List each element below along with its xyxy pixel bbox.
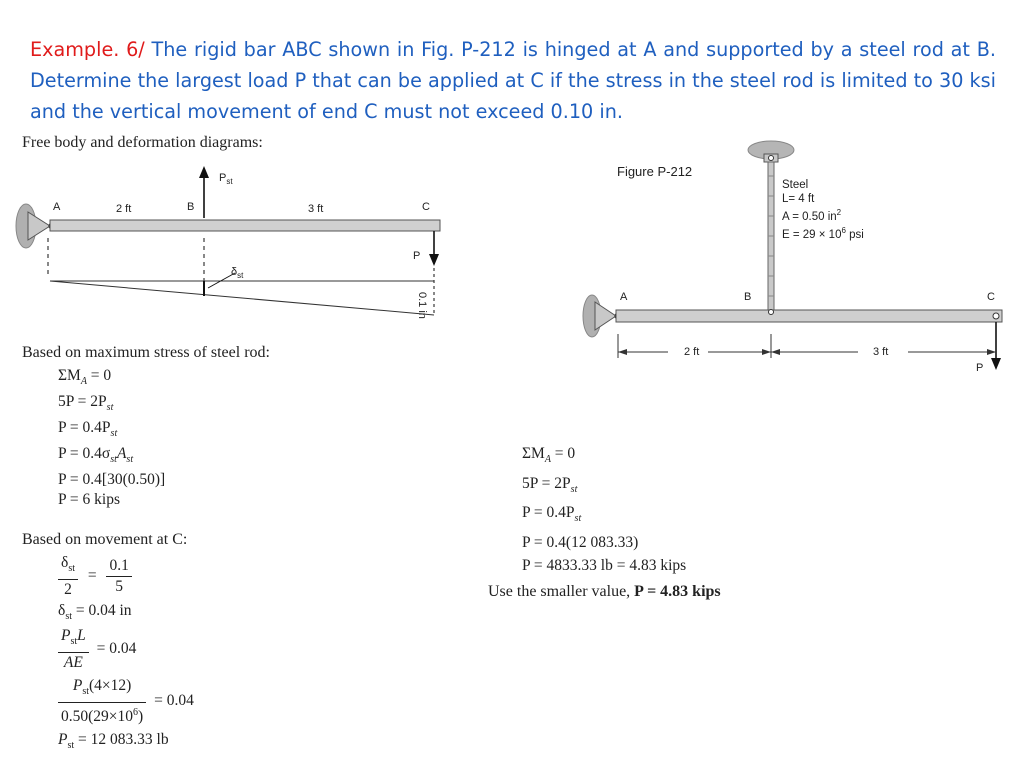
fbd-span-1: 2 ft: [116, 203, 132, 215]
right-line-5: P = 4833.33 lb = 4.83 kips: [522, 557, 687, 575]
stress-line-1: $\Sigma M_A = 0$: [58, 367, 112, 388]
movement-eq-1: $\frac{\delta_{st}}{2}$ = $\frac{0.1}{5}$: [58, 553, 132, 600]
right-line-1: $\Sigma M_A = 0$: [522, 445, 576, 466]
movement-line-2: $\delta_{st} = 0.04$ in: [58, 602, 132, 623]
movement-heading: Based on movement at C:: [22, 531, 188, 548]
problem-statement: [30, 34, 996, 127]
rod-area: A = 0.50 $in^2$: [782, 208, 842, 223]
figure-label-b: B: [744, 291, 752, 303]
stress-line-5: P = 0.4[30(0.50)]: [58, 471, 166, 489]
fbd-label-delta: $\delta_{st}$: [231, 266, 244, 281]
movement-eq-3: $\frac{P_{st}L}{AE}$ = 0.04: [58, 626, 136, 673]
figure-span-1: 2 ft: [684, 346, 700, 358]
rod-length: L= 4 ft: [782, 193, 815, 205]
stress-line-2: $5P = 2P_{st}$: [58, 393, 114, 414]
movement-line-5: $P_{st} = 12$ 083.33 lb: [58, 731, 169, 752]
figure-label-a: A: [620, 291, 628, 303]
figure-caption: Figure P-212: [617, 164, 693, 179]
stress-line-4: $P = 0.4\sigma_{st}A_{st}$: [58, 445, 134, 466]
fbd-heading: Free body and deformation diagrams:: [22, 134, 263, 151]
fbd-label-a: A: [53, 201, 61, 213]
fbd-label-b: B: [187, 201, 195, 213]
figure-bar: [616, 310, 1002, 322]
right-solution: [522, 442, 686, 578]
stress-equations: [58, 366, 165, 510]
right-line-4: P = 0.4(12 083.33): [522, 533, 639, 551]
fbd-label-p: P: [413, 250, 421, 262]
fbd-deflection-label: 0.1 in: [416, 292, 428, 319]
stress-heading: Based on maximum stress of steel rod:: [22, 344, 270, 361]
stress-line-3: $P = 0.4P_{st}$: [58, 419, 118, 440]
movement-eq-4: $\frac{P_{st}(4\times 12)}{0.50(29\times 10^6)}$ = 0.04: [58, 676, 194, 727]
conclusion: Use the smaller value, P = 4.83 kips: [488, 583, 721, 600]
right-line-2: $5P = 2P_{st}$: [522, 474, 578, 495]
fbd-span-2: 3 ft: [308, 203, 324, 215]
example-label: Example. 6/: [30, 38, 145, 61]
fbd-label-c: C: [422, 201, 430, 213]
rod-label: Steel: [782, 179, 809, 191]
free-body-diagram: [10, 160, 470, 330]
figure-label-c: C: [987, 291, 995, 303]
rigid-bar: [50, 220, 440, 231]
fbd-label-pst: $P_{st}$: [219, 172, 233, 187]
stress-line-6: P = 6 kips: [58, 491, 120, 509]
problem-text: The rigid bar ABC shown in Fig. P-212 is hinged at A and supported by a steel rod at B. Determine the largest load P that can be applied at C if the stress in the steel rod is limited to 30 ksi and the vertical movement of end C must not exceed 0.10 in.: [30, 38, 996, 123]
rod-modulus: $E = 29 \times 10^6$ psi: [782, 225, 864, 241]
figure-p212: [578, 136, 1018, 376]
figure-label-p: P: [976, 362, 984, 374]
right-line-3: $P = 0.4P_{st}$: [522, 504, 582, 525]
figure-span-2: 3 ft: [873, 346, 889, 358]
